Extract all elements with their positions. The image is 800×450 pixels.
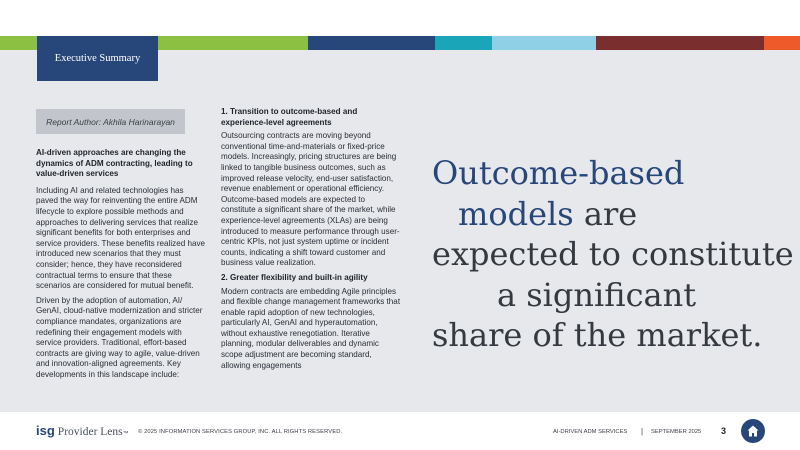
isg-provider-lens-logo[interactable] xyxy=(36,423,129,438)
logo-isg: isg xyxy=(36,423,55,438)
color-bar-segment-orange xyxy=(764,36,800,50)
home-icon xyxy=(746,424,760,438)
pull-quote xyxy=(432,153,794,356)
item2-text: Modern contracts are embedding Agile principles and flexible change management frameworks that enable rapid adoption of new technologies, particularly AI, GenAI and hyperautomation, without exhaustive renegotiation. Iterative planning, modular deliverables and dynamic scope adjustment are becoming standard, allowing engagements xyxy=(221,286,401,370)
home-button[interactable] xyxy=(741,419,765,443)
quote-line-4: a significant xyxy=(497,275,697,314)
quote-line-3: expected to constitute xyxy=(432,235,794,273)
quote-line-5: share of the market. xyxy=(432,316,763,354)
logo-provider-lens: Provider Lens xyxy=(57,426,123,438)
column1-paragraph-1: Including AI and related technologies has paved the way for reinventing the entire ADM lifecycle to explore possible methods and approaches to delivering services that realize significant benefits for both enterprises and service providers. These benefits realized have introduced new scenarios that they must consider; hence, they have reconsidered contractual terms to ensure that these scenarios are considered for mutual benefit. xyxy=(36,185,206,291)
item2-title: 2. Greater flexibility and built-in agility xyxy=(221,272,368,282)
left-column xyxy=(36,148,206,384)
footer-separator: | xyxy=(641,427,644,436)
copyright-text: © 2025 INFORMATION SERVICES GROUP, INC. ALL RIGHTS RESERVED. xyxy=(138,429,343,435)
quote-line-2-rest: are xyxy=(573,194,638,233)
color-bar-segment-navy xyxy=(308,36,435,50)
quote-line-1: Outcome-based xyxy=(432,154,685,192)
column1-heading: AI-driven approaches are changing the dynamics of ADM contracting, leading to value-driven services xyxy=(36,148,193,179)
middle-column xyxy=(221,107,401,375)
report-date: SEPTEMBER 2025 xyxy=(651,429,702,435)
item1-title: 1. Transition to outcome-based and experience-level agreements xyxy=(221,107,358,127)
color-bar-segment-light-blue xyxy=(492,36,596,50)
column1-paragraph-2: Driven by the adoption of automation, AI/ GenAI, cloud-native modernization and stricter compliance mandates, organizations are redefining their engagement models with service providers. Traditional, effort-based contracts are giving way to agile, value-driven and innovation-aligned agreements. Key developments in this landscape include: xyxy=(36,295,203,379)
report-author: Report Author: Akhila Harinarayan xyxy=(36,109,185,134)
quote-line-2 xyxy=(432,194,772,235)
report-name: AI-DRIVEN ADM SERVICES xyxy=(553,429,628,435)
logo-trademark: ™ xyxy=(122,431,129,437)
section-title: Executive Summary xyxy=(37,36,158,81)
color-bar-segment-maroon xyxy=(596,36,764,50)
color-bar-segment-green-2 xyxy=(155,36,308,50)
color-bar-segment-teal xyxy=(435,36,492,50)
item1-text: Outsourcing contracts are moving beyond conventional time-and-materials or fixed-price models. Increasingly, pricing structures are being linked to tangible business outcomes, such as improved release velocity, end-user satisfaction, revenue enablement or operational efficiency. Outcome-based models are expected to constitute a significant share of the market, while experience-level agreements (XLAs) are being introduced to measure performance through user-centric KPIs, not just system uptime or incident counts, indicating a shift toward customer and business value realization. xyxy=(221,131,400,268)
page-number: 3 xyxy=(721,426,727,436)
quote-accent-models: models xyxy=(458,194,574,233)
